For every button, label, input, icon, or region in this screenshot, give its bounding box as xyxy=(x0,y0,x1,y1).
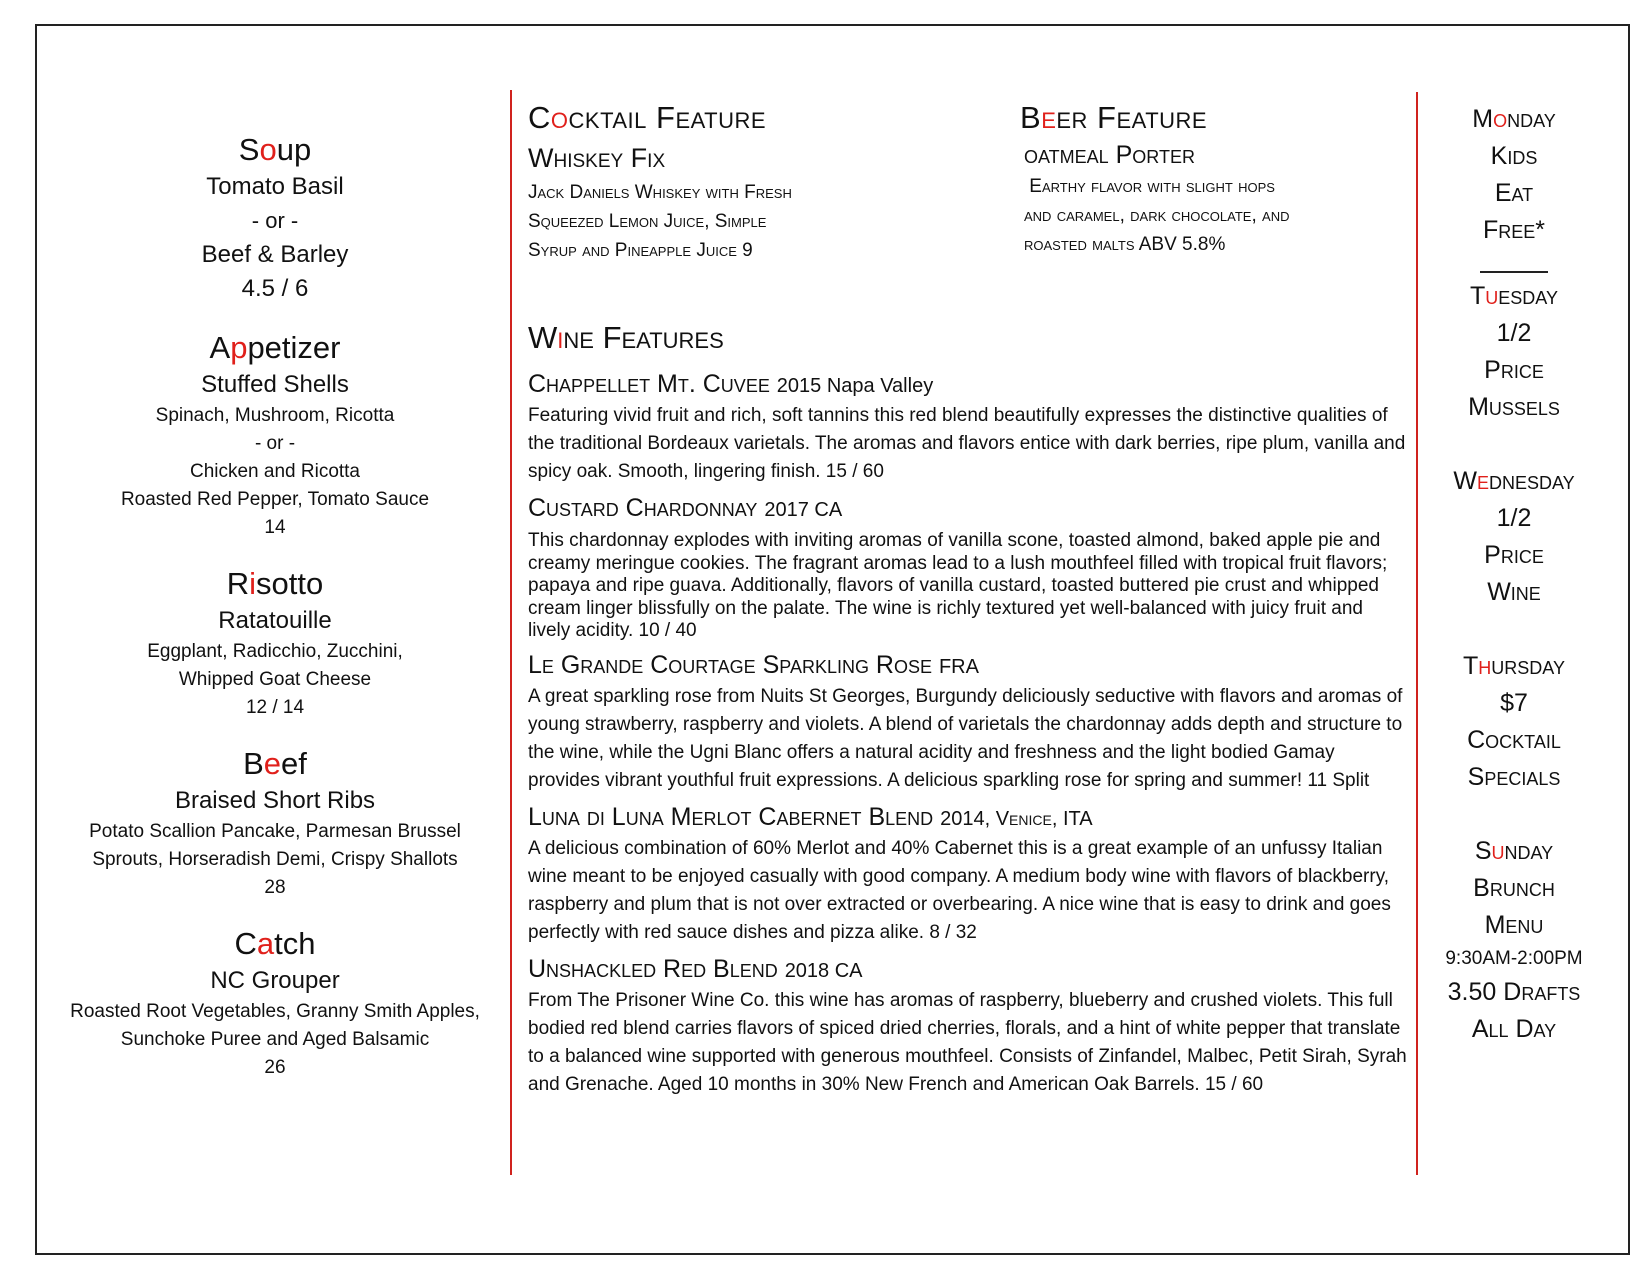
special-line: Wine xyxy=(1487,578,1541,606)
wine-item xyxy=(528,801,1408,947)
beer-name: oatmeal Porter xyxy=(1024,141,1195,169)
section-title: Catch xyxy=(234,926,316,961)
cocktail-name: Whiskey Fix xyxy=(528,143,666,173)
dish-price: 14 xyxy=(264,517,286,538)
section-title: Soup xyxy=(238,132,312,167)
dish-name: Braised Short Ribs xyxy=(174,787,376,814)
dish-name: Stuffed Shells xyxy=(201,371,349,398)
cocktail-desc: Jack Daniels Whiskey with Fresh xyxy=(528,182,792,203)
dish-desc: - or - xyxy=(254,433,296,454)
dish-name: Tomato Basil xyxy=(206,173,344,200)
wine-desc: A delicious combination of 60% Merlot and 40% Cabernet this is a great example of an unfussy Italian wine meant to be enjoyed casually with good company. A medium body wine with flavors of blackberry, raspberry and plum that is not over extracted or overbearing. A nice wine that is easy to drink and goes perfectly with red sauce dishes and pizza alike. 8 / 32 xyxy=(528,837,1391,943)
beer-desc: Earthy flavor with slight hops xyxy=(1024,176,1275,197)
day-title: Thursday xyxy=(1463,652,1565,680)
wine-item xyxy=(528,953,1408,1099)
beer-abv: ABV 5.8% xyxy=(1138,234,1226,255)
separator-rule xyxy=(1480,271,1548,273)
wine-desc: This chardonnay explodes with inviting aromas of vanilla scone, toasted almond, baked apple pie and creamy meringue cookies. The fragrant aromas lead to a lush mouthfeel filled with tropical fruit flavors; papaya and ripe guava. Additionally, flavors of vanilla custard, toasted buttered pie crust and whipped cream linger blissfully on the palate. The wine is richly textured yet well-balanced with juicy fruit and lively acidity. 10 / 40 xyxy=(528,530,1388,641)
special-line: Mussels xyxy=(1468,393,1560,421)
dish-desc: Roasted Red Pepper, Tomato Sauce xyxy=(120,489,430,510)
dish-desc: Spinach, Mushroom, Ricotta xyxy=(155,405,395,426)
beer-desc: and caramel, dark chocolate, and xyxy=(1024,205,1290,226)
special-line: $7 xyxy=(1500,689,1528,717)
special-line: Cocktail xyxy=(1467,726,1561,754)
special-line: All Day xyxy=(1471,1015,1557,1043)
wine-desc: Featuring vivid fruit and rich, soft tannins this red blend beautifully expresses the distinctive qualities of the traditional Bordeaux varietals. The aromas and flavors entice with dark berries, ripe plum, vanilla and spicy oak. Smooth, lingering finish. 15 / 60 xyxy=(528,405,1406,482)
wine-item xyxy=(528,649,1408,795)
special-monday xyxy=(1424,100,1604,273)
wine-name: Le Grande Courtage Sparkling Rose FRA xyxy=(528,650,979,679)
wine-item xyxy=(528,368,1408,486)
special-line: Price xyxy=(1484,356,1544,384)
wine-name: Custard Chardonnay 2017 CA xyxy=(528,494,843,522)
special-line: 3.50 Drafts xyxy=(1447,978,1581,1006)
section-title: Appetizer xyxy=(209,330,341,365)
divider-left xyxy=(510,90,512,1175)
menu-column xyxy=(40,130,510,1104)
beer-desc: roasted malts ABV 5.8% xyxy=(1024,234,1226,255)
special-thursday xyxy=(1424,647,1604,796)
dish-desc: Sprouts, Horseradish Demi, Crispy Shallots xyxy=(92,849,458,870)
specials-column xyxy=(1424,100,1604,1048)
menu-section-appetizer xyxy=(40,328,510,542)
day-title: Monday xyxy=(1472,105,1556,133)
wine-features xyxy=(528,316,1408,1105)
cocktail-desc: Syrup and Pineapple Juice 9 xyxy=(528,240,753,261)
menu-section-catch xyxy=(40,924,510,1082)
wine-desc: From The Prisoner Wine Co. this wine has aromas of raspberry, blueberry and crushed violets. This full bodied red blend carries flavors of spiced dried cherries, florals, and a hint of white pepper that translate to a balanced wine supported with generous mouthfeel. Consists of Zinfandel, Malbec, Petit Sirah, Syrah and Grenache. Aged 10 months in 30% New French and American Oak Barrels. 15 / 60 xyxy=(528,989,1407,1095)
dish-name: Ratatouille xyxy=(218,607,332,634)
dish-name: Beef & Barley xyxy=(201,241,349,268)
dish-desc: Chicken and Ricotta xyxy=(189,461,361,482)
special-line: 1/2 xyxy=(1496,504,1532,532)
wine-features-title: Wine Features xyxy=(528,320,724,355)
dish-desc: Roasted Root Vegetables, Granny Smith Apples, xyxy=(70,1001,480,1022)
cocktail-feature xyxy=(528,98,988,265)
dish-line: - or - xyxy=(251,208,299,233)
dish-price: 12 / 14 xyxy=(245,697,305,718)
dish-price: 4.5 / 6 xyxy=(241,275,309,302)
wine-name: Chappellet Mt. Cuvee 2015 Napa Valley xyxy=(528,370,934,398)
dish-price: 28 xyxy=(264,877,286,898)
dish-desc: Eggplant, Radicchio, Zucchini, xyxy=(147,641,403,662)
special-line: Brunch xyxy=(1473,874,1555,902)
cocktail-feature-title: Cocktail Feature xyxy=(528,100,767,135)
special-line: Price xyxy=(1484,541,1544,569)
section-title: Beef xyxy=(243,746,307,781)
section-title: Risotto xyxy=(226,566,324,601)
special-line: 1/2 xyxy=(1496,319,1532,347)
day-title: Tuesday xyxy=(1470,282,1558,310)
menu-section-risotto xyxy=(40,564,510,722)
brunch-hours: 9:30AM-2:00PM xyxy=(1445,948,1583,969)
special-line: Free* xyxy=(1482,216,1545,244)
wine-name: Unshackled Red Blend 2018 CA xyxy=(528,954,863,983)
special-line: Kids xyxy=(1490,142,1538,170)
beer-feature-title: Beer Feature xyxy=(1020,100,1208,135)
special-tuesday xyxy=(1424,277,1604,426)
special-line: Specials xyxy=(1467,763,1561,791)
dish-price: 26 xyxy=(264,1057,286,1078)
wine-desc: A great sparkling rose from Nuits St Georges, Burgundy deliciously seductive with flavors and aromas of young strawberry, raspberry and violets. A blend of varietals the chardonnay adds depth and structure to the wine, while the Ugni Blanc offers a natural acidity and freshness and the light bodied Gamay provides vibrant youthful fruit expressions. A delicious sparkling rose for spring and summer! 11 Split xyxy=(528,685,1403,791)
special-line: Eat xyxy=(1494,179,1534,207)
dish-name: NC Grouper xyxy=(210,967,340,994)
special-line: Menu xyxy=(1484,911,1544,939)
dish-desc: Sunchoke Puree and Aged Balsamic xyxy=(120,1029,430,1050)
dish-desc: Whipped Goat Cheese xyxy=(178,669,372,690)
wine-name: Luna di Luna Merlot Cabernet Blend 2014, Venice, ITA xyxy=(528,802,1093,831)
special-wednesday xyxy=(1424,462,1604,611)
special-sunday xyxy=(1424,832,1604,1048)
cocktail-desc: Squeezed Lemon Juice, Simple xyxy=(528,211,767,232)
beer-feature xyxy=(1020,98,1420,259)
day-title: Wednesday xyxy=(1453,467,1575,495)
wine-item xyxy=(528,492,1408,643)
menu-section-soup xyxy=(40,130,510,306)
day-title: Sunday xyxy=(1474,837,1554,865)
menu-section-beef xyxy=(40,744,510,902)
dish-desc: Potato Scallion Pancake, Parmesan Brussel xyxy=(89,821,461,842)
